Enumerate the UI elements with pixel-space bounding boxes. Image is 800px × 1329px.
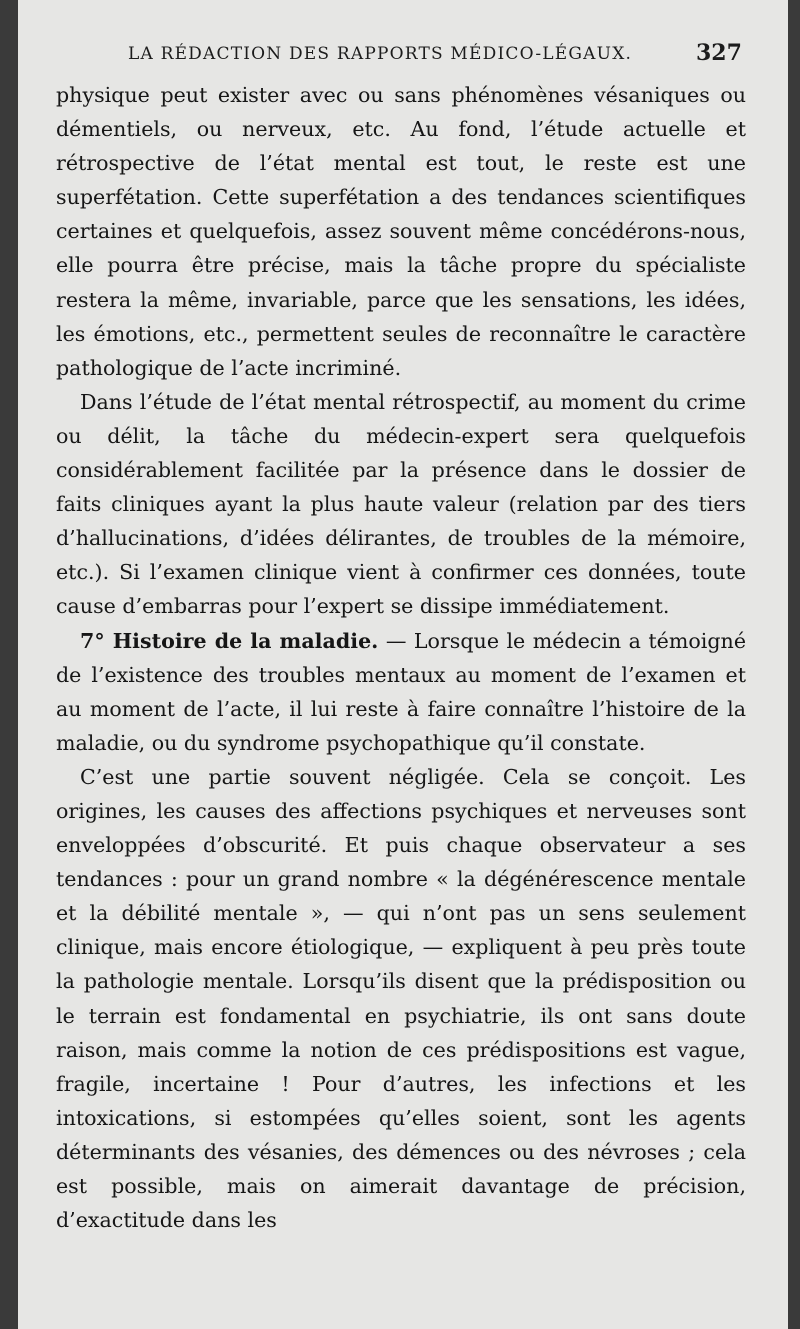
page-number: 327 — [696, 40, 742, 66]
paragraph: C’est une partie souvent négligée. Cela se conçoit. Les origines, les causes des affections psychiques et nerveuses sont enveloppées d’obscurité. Et puis chaque observateur a ses tendances : pour un grand nombre « la dégénérescence mentale et la débilité mentale », — qui n’ont pas un sens seulement clinique, mais encore étiologique, — expliquent à peu près toute la pathologie mentale. Lorsqu’ils disent que la prédisposition ou le terrain est fondamental en psychiatrie, ils ont sans doute raison, mais comme la notion de ces prédispositions est vague, fragile, incertaine ! Pour d’autres, les infections et les intoxications, si estompées qu’elles soient, sont les agents déterminants des vésanies, des démences ou des névroses ; cela est possible, mais on aimerait davantage de précision, d’exactitude dans les — [56, 764, 746, 1233]
page-header — [18, 42, 788, 82]
book-page — [18, 0, 788, 1329]
section-text: — Lorsque le médecin a témoigné de l’existence des troubles mentaux au moment de l’examen et au moment de l’acte, il lui reste à faire connaître l’histoire de la maladie, ou du syndrome psychopathique qu’il constate. — [56, 628, 747, 755]
paragraph: physique peut exister avec ou sans phénomènes vésaniques ou démentiels, ou nerveux, etc. Au fond, l’étude actuelle et rétrospective de l’état mental est tout, le reste est une superfétation. Cette superfétation a des tendances scientifiques certaines et quelquefois, assez souvent même concédérons-nous, elle pourra être précise, mais la tâche propre du spécialiste restera la même, invariable, parce que les sensations, les idées, les émotions, etc., permettent seules de reconnaître le caractère pathologique de l’acte incriminé. — [56, 83, 746, 380]
section-paragraph — [56, 624, 746, 760]
paragraph: Dans l’étude de l’état mental rétrospectif, au moment du crime ou délit, la tâche du médecin-expert sera quelquefois considérablement facilitée par la présence dans le dossier de faits cliniques ayant la plus haute valeur (relation par des tiers d’hallucinations, d’idées délirantes, de troubles de la mémoire, etc.). Si l’examen clinique vient à confirmer ces données, toute cause d’embarras pour l’expert se dissipe immédiatement. — [56, 389, 746, 619]
body-text — [56, 78, 746, 1237]
section-title: 7° Histoire de la maladie. — [80, 628, 379, 653]
running-title: LA RÉDACTION DES RAPPORTS MÉDICO-LÉGAUX. — [128, 44, 633, 64]
